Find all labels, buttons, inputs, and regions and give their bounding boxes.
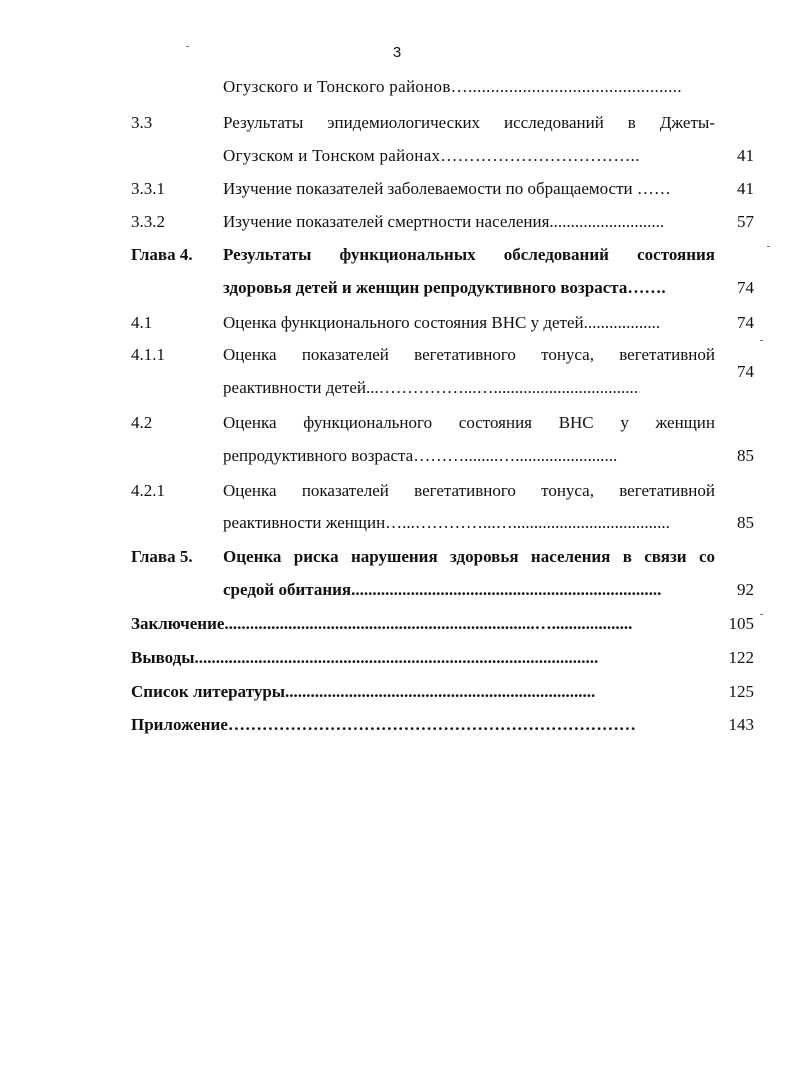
toc-entry-page: 41 [737,179,754,198]
toc-entry-page: 92 [737,580,754,599]
toc-entry-page: 85 [737,513,754,532]
toc-entry-page: 122 [728,648,754,667]
toc-entry-title: Изучение показателей заболеваемости по обращаемости …… [223,179,671,198]
toc-entry-page: 85 [737,446,754,465]
toc-entry-page: 74 [737,313,754,332]
toc-entry-number: 4.1 [131,313,153,332]
toc-entry-number: 4.2 [131,413,153,432]
toc-entry-title: Оценка показателей вегетативного тонуса, вегетативной [223,345,715,364]
toc-entry-number: 3.3 [131,113,153,132]
toc-entry-continuation: Огузского и Тонского районов…............................................... [223,77,682,96]
toc-entry-page: 74 [737,362,754,381]
toc-entry-number: 4.2.1 [131,481,165,500]
toc-entry-page: 74 [737,278,754,297]
toc-entry-title: Оценка функционального состояния ВНС у детей.................. [223,313,661,332]
toc-entry-title: реактивности женщин…...…………...…..................................... [223,513,670,532]
toc-chapter-title: Оценка риска нарушения здоровья населения в связи со [223,547,715,566]
toc-entry-title: Оценка функционального состояния ВНС у женщин [223,413,715,432]
toc-entry-number: 4.1.1 [131,345,165,364]
toc-chapter-number: Глава 5. [131,547,193,566]
toc-section-title: Список литературы......................................................................... [131,682,596,701]
toc-entry-page: 41 [737,146,754,165]
toc-entry-title: репродуктивного возраста………........…........................ [223,446,618,465]
scan-speck [767,246,770,247]
toc-section-title: Заключение.........................................................................…................... [131,614,633,633]
toc-entry-page: 143 [728,715,754,734]
toc-entry-title: реактивности детей...……………...….................................. [223,378,638,397]
toc-entry-number: 3.3.2 [131,212,165,231]
toc-chapter-number: Глава 4. [131,245,193,264]
toc-entry-page: 105 [728,614,754,633]
toc-chapter-title: здоровья детей и женщин репродуктивного возраста……. [223,278,666,297]
toc-section-title: Выводы............................................................................................... [131,648,599,667]
scan-speck [186,46,189,47]
page-number: 3 [392,44,402,61]
scan-speck [760,614,763,615]
toc-chapter-title: средой обитания......................................................................... [223,580,662,599]
toc-chapter-title: Результаты функциональных обследований состояния [223,245,715,264]
toc-entry-title: Оценка показателей вегетативного тонуса, вегетативной [223,481,715,500]
scan-speck [760,340,763,341]
toc-entry-title: Изучение показателей смертности населения........................... [223,212,665,231]
toc-entry-page: 125 [728,682,754,701]
toc-entry-title: Результаты эпидемиологических исследований в Джеты- [223,113,715,132]
toc-section-title: Приложение……………………………………………………………… [131,715,636,734]
toc-entry-title: Огузском и Тонском районах…………………………….. [223,146,640,165]
toc-entry-page: 57 [737,212,754,231]
toc-entry-number: 3.3.1 [131,179,165,198]
